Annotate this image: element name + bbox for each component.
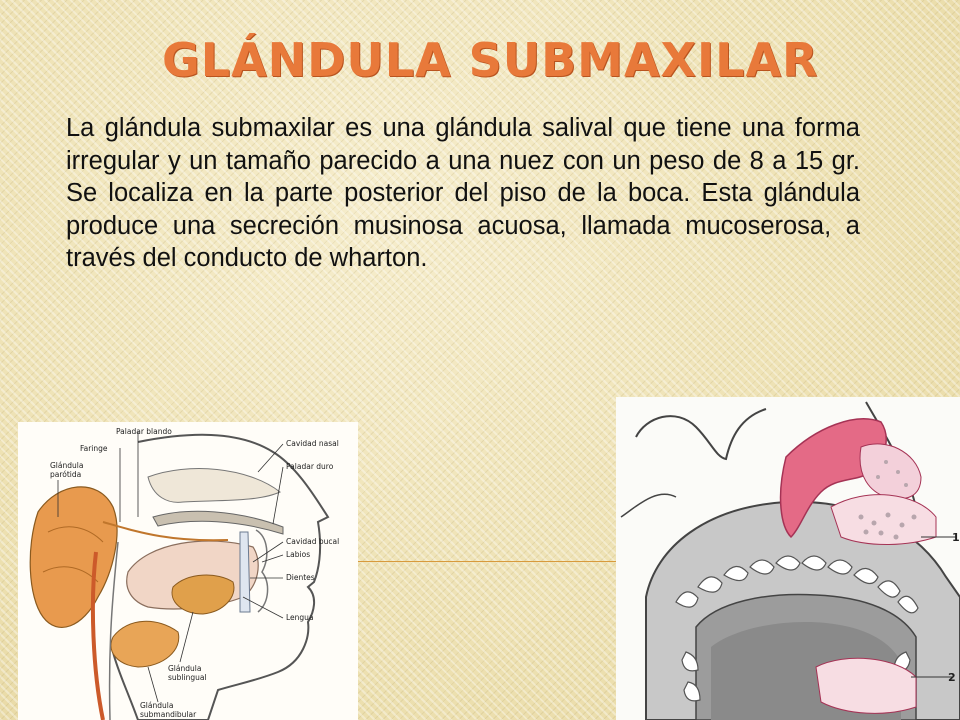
label-glandula-submandibular-2: submandibular xyxy=(140,710,197,719)
label-paladar-duro: Paladar duro xyxy=(286,462,334,471)
label-cavidad-nasal: Cavidad nasal xyxy=(286,439,339,448)
label-glandula-submandibular-1: Glándula xyxy=(140,701,174,710)
slide-title: GLÁNDULA SUBMAXILAR xyxy=(162,33,819,87)
slide-body-text: La glándula submaxilar es una glándula salival que tiene una forma irregular y un tamaño parecido a una nuez con un peso de 8 a 15 gr. Se localiza en la parte posterior del piso de la boca. Esta glándula produce una secreción musinosa acuosa, llamada mucoserosa, a través del conducto de wharton. xyxy=(66,114,860,272)
salivary-glands-diagram xyxy=(18,422,358,720)
label-labios: Labios xyxy=(286,550,311,559)
open-mouth-illustration xyxy=(616,397,960,720)
label-dientes: Dientes xyxy=(286,573,315,582)
label-faringe: Faringe xyxy=(80,444,108,453)
label-glandula-parotida-2: parótida xyxy=(50,470,82,479)
label-number-1: 1 xyxy=(952,531,960,544)
label-glandula-sublingual-1: Glándula xyxy=(168,664,202,673)
label-lengua: Lengua xyxy=(286,613,314,622)
label-glandula-parotida-1: Glándula xyxy=(50,461,84,470)
label-number-2: 2 xyxy=(948,671,956,684)
decorative-divider xyxy=(330,561,630,562)
open-mouth-drawing xyxy=(616,397,960,720)
label-paladar-blando: Paladar blando xyxy=(116,427,172,436)
salivary-glands-illustration xyxy=(18,422,358,720)
label-glandula-sublingual-2: sublingual xyxy=(168,673,207,682)
label-cavidad-bucal: Cavidad bucal xyxy=(286,537,340,546)
